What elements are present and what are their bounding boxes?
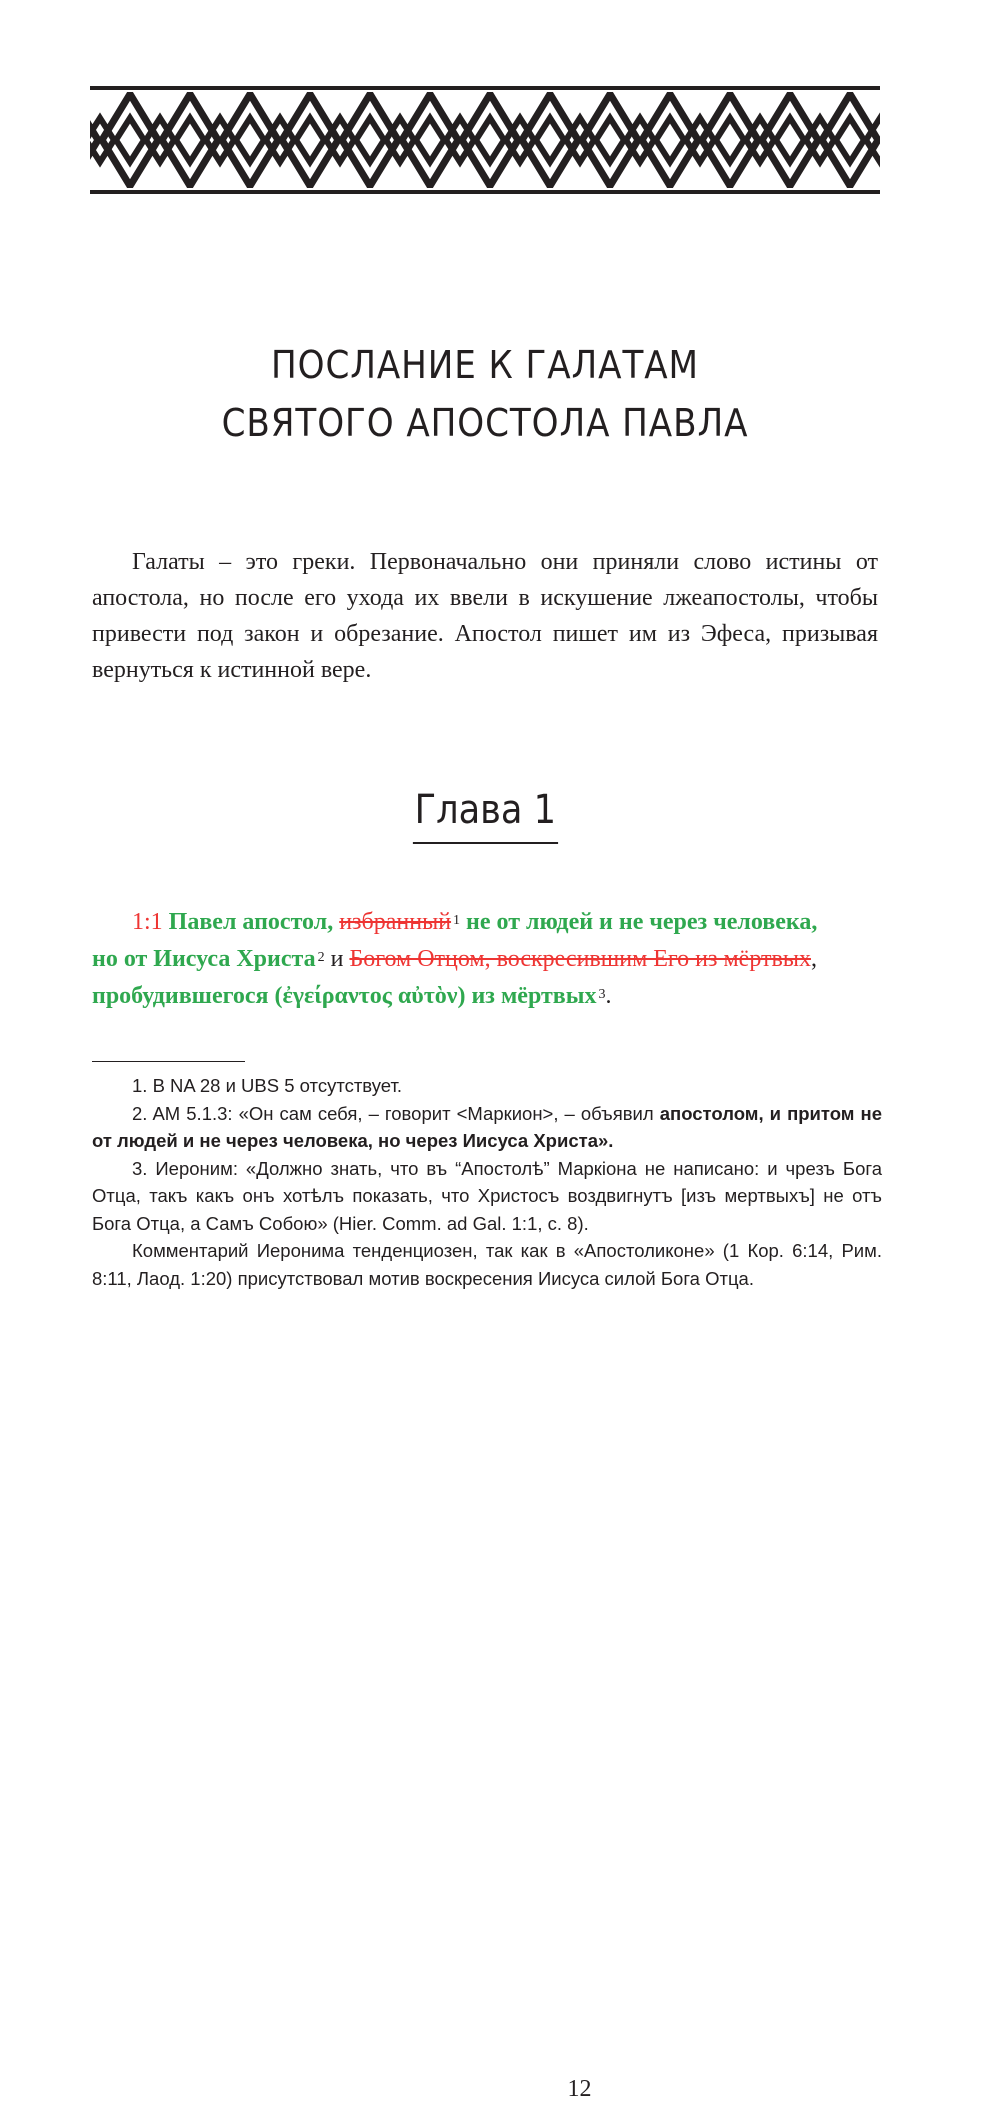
verse-conjunction: и <box>330 946 344 972</box>
verse-comma: , <box>810 946 817 972</box>
decorative-ornament-band <box>90 86 880 194</box>
verse-added-text: Павел апостол, <box>168 909 334 935</box>
page-number: 12 <box>567 2076 592 2102</box>
footnote-marker-3[interactable]: 3 <box>598 987 606 1002</box>
footnote-1: 1. В NA 28 и UBS 5 отсутствует. <box>132 1075 403 1096</box>
verse-period: . <box>605 983 612 1009</box>
footnote-3-comment: Комментарий Иеронима тенденциозен, так как в «Апостоликоне» (1 Кор. 6:14, Рим. 8:11, Лаод. 1:20) присутствовал мотив воскресения Иисуса силой Бога Отца. <box>92 1240 882 1289</box>
footnote-3: 3. Иероним: «Должно знать, что въ “Апостолѣ” Маркіона не написано: и чрезъ Бога Отца, такъ какъ онъ хотѣлъ показать, что Христосъ воздвигнутъ [изъ мертвыхъ] не отъ Бога Отца, а Самъ Собою» (Hier. Comm. ad Gal. 1:1, c. 8). <box>92 1157 882 1234</box>
verse-1-1 <box>92 904 882 1015</box>
verse-reference: 1:1 <box>132 909 163 935</box>
verse-added-text: но от Иисуса Христа <box>92 946 316 972</box>
footnote-marker-2[interactable]: 2 <box>317 950 325 965</box>
verse-deleted-phrase: Богом Отцом, воскресившим Его из мёртвых <box>349 946 811 972</box>
verse-added-text: не от людей и не через человека, <box>466 909 818 935</box>
footnote-marker-1[interactable]: 1 <box>453 913 461 928</box>
footnotes <box>92 1072 882 2102</box>
chapter-title: Глава 1 <box>413 780 558 844</box>
verse-deleted-word: избранный <box>339 909 452 935</box>
verse-added-text: пробудившегося (ἐγείραντος αὐτὸν) из мёртвых <box>92 983 597 1009</box>
chapter-heading <box>90 780 880 844</box>
epistle-title <box>130 336 841 452</box>
intro-paragraph: Галаты – это греки. Первоначально они приняли слово истины от апостола, но после его ухода их ввели в искушение лжеапостолы, чтобы привести под закон и обрезание. Апостол пишет им из Эфеса, призывая вернуться к истинной вере. <box>92 549 878 683</box>
title-line-1: ПОСЛАНИЕ К ГАЛАТАМ <box>271 343 699 387</box>
footnote-2-bold: апостолом, и притом не от людей и не через человека, но через Иисуса Христа». <box>92 1102 882 1151</box>
title-line-2: СВЯТОГО АПОСТОЛА ПАВЛА <box>221 401 749 445</box>
footnote-separator <box>92 1061 245 1062</box>
footnote-2-text: 2. AM 5.1.3: «Он сам себя, – говорит <Маркион>, – объявил <box>132 1102 654 1124</box>
footnote-2 <box>92 1100 882 1155</box>
